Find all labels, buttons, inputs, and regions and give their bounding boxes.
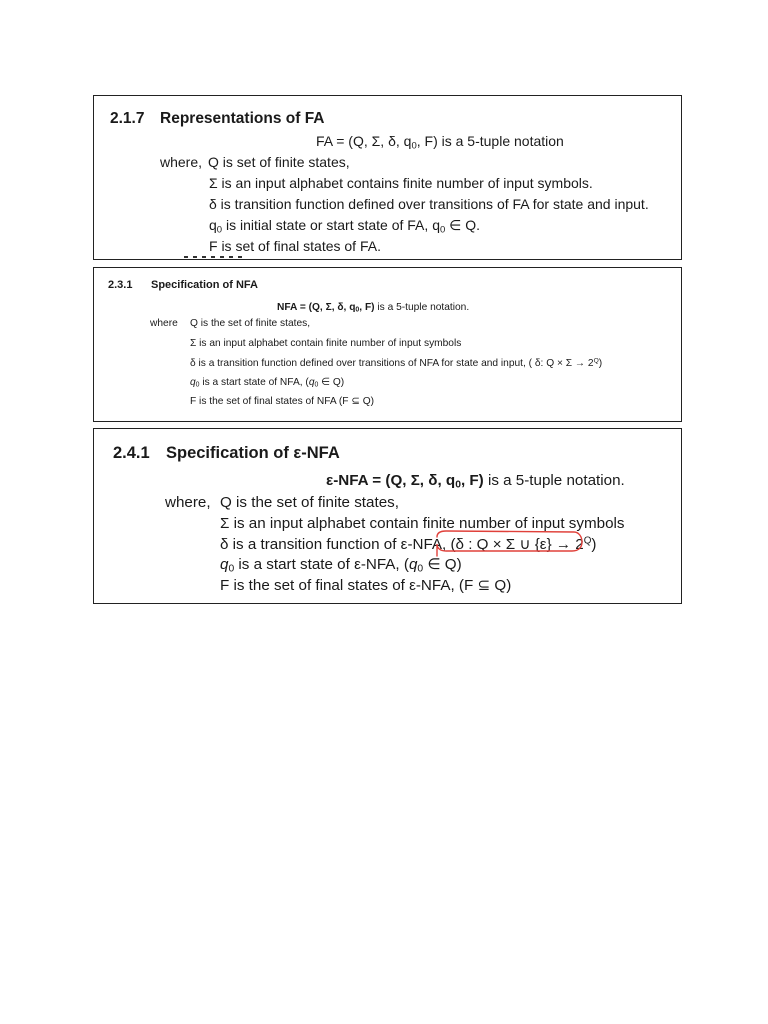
cut-off-text-fragment — [184, 255, 244, 260]
tuple-formula: NFA = (Q, Σ, δ, $q_0$, F) — [277, 302, 375, 314]
definition-transition: δ is transition function defined over transitions of FA for state and input. — [209, 196, 649, 212]
highlighted-transition-signature: (δ : Q × Σ ∪ $\{\varepsilon\} \to 2^Q$) — [450, 535, 597, 553]
tuple-formula: ε-NFA = (Q, Σ, δ, $q_0$, F) — [326, 472, 484, 491]
section-number: 2.1.7 — [110, 110, 145, 127]
section-number: 2.4.1 — [113, 444, 150, 462]
tuple-definition — [316, 133, 564, 152]
section-number: 2.3.1 — [108, 279, 133, 291]
definition-final-states: F is set of final states of FA. — [209, 238, 381, 254]
where-label: where, — [160, 154, 203, 170]
definition-final-states: F is the set of final states of NFA (F ⊆ Q) — [190, 396, 375, 407]
tuple-formula: FA = (Q, Σ, δ, $q_0$, F) — [316, 133, 438, 152]
definition-states: Q is the set of finite states, — [220, 494, 399, 511]
section-title: Specification of ε-NFA — [166, 444, 340, 462]
tuple-definition — [326, 472, 625, 491]
where-label: where, — [165, 494, 211, 511]
fa-representation-panel — [93, 95, 682, 260]
enfa-specification-panel — [93, 428, 682, 604]
definition-start-state: $q_0$ is a start state of ε-NFA, ($q_0$ ∈ Q) — [220, 556, 462, 575]
section-title: Representations of FA — [160, 110, 325, 127]
definition-alphabet: Σ is an input alphabet contain finite number of input symbols — [220, 515, 625, 532]
definition-start-state: $q_0$ is initial state or start state of FA, $q_0$ ∈ Q. — [209, 217, 481, 236]
definition-transition: δ is a transition function of ε-NFA, (δ : Q × Σ ∪ $\{\varepsilon\} \to 2^Q$) — [220, 535, 597, 553]
tuple-suffix: is a 5-tuple notation — [441, 133, 564, 149]
definition-final-states: F is the set of final states of ε-NFA, (F ⊆ Q) — [220, 577, 512, 594]
tuple-suffix: is a 5-tuple notation. — [377, 302, 470, 313]
definition-states: Q is set of finite states, — [208, 154, 350, 170]
where-label: where — [150, 318, 178, 329]
definition-states: Q is the set of finite states, — [190, 318, 311, 329]
tuple-definition — [277, 303, 469, 313]
tuple-suffix: is a 5-tuple notation. — [487, 472, 625, 489]
nfa-specification-panel — [93, 267, 682, 422]
definition-alphabet: Σ is an input alphabet contains finite number of input symbols. — [209, 175, 593, 191]
definition-start-state: $q_0$ is a start state of NFA, ($q_0$ ∈ Q) — [190, 377, 345, 389]
definition-alphabet: Σ is an input alphabet contain finite number of input symbols — [190, 338, 462, 349]
definition-transition: δ is a transition function defined over transitions of NFA for state and input, ( δ: $Q \times \Sigma \to 2^Q$) — [190, 357, 603, 369]
section-title: Specification of NFA — [151, 279, 258, 291]
